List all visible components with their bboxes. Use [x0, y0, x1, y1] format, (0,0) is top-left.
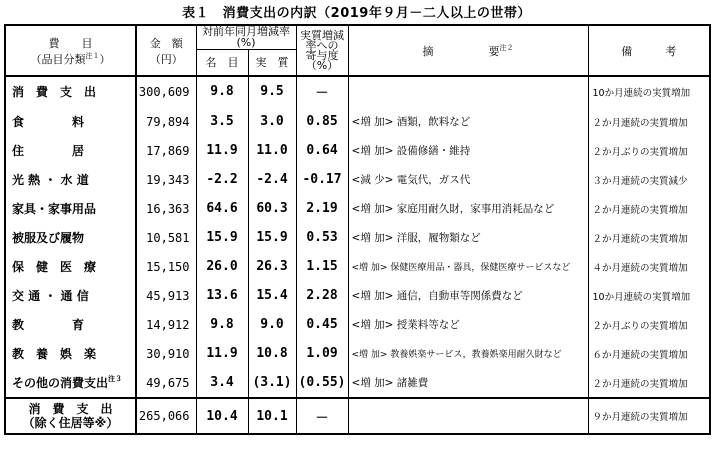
row-summary: <増 加> 設備修繕・維持 — [348, 136, 588, 165]
row-remark: ４か月連続の実質増加 — [588, 252, 710, 281]
table-row — [5, 281, 710, 310]
row-remark: ３か月連続の実質減少 — [588, 165, 710, 194]
row-name — [5, 223, 136, 252]
table-row — [5, 107, 710, 137]
row-remark: ２か月連続の実質増加 — [588, 368, 710, 398]
row-contribution: 2.19 — [296, 194, 348, 223]
table-body — [5, 76, 710, 398]
row-nominal: 11.9 — [196, 136, 248, 165]
row-name — [5, 281, 136, 310]
table-row-excl-housing — [5, 398, 710, 434]
row-name — [5, 76, 136, 107]
row-name-text: 被服及び履物 — [12, 231, 85, 245]
table-row — [5, 76, 710, 107]
header-summary-label: 摘 要 — [422, 44, 500, 58]
row-amount: 45,913 — [136, 281, 196, 310]
row-amount: 300,609 — [136, 76, 196, 107]
row-amount: 265,066 — [136, 398, 196, 434]
row-contribution: 1.09 — [296, 339, 348, 368]
row-contribution: 0.85 — [296, 107, 348, 137]
row-name — [5, 107, 136, 137]
row-amount: 14,912 — [136, 310, 196, 339]
row-nominal: 3.5 — [196, 107, 248, 137]
row-amount: 79,894 — [136, 107, 196, 137]
row-summary: <増 加> 洋服，履物類など — [348, 223, 588, 252]
row-nominal: 15.9 — [196, 223, 248, 252]
row-real: 15.4 — [248, 281, 296, 310]
row-remark: ２か月ぶりの実質増加 — [588, 136, 710, 165]
row-remark: ９か月連続の実質増加 — [588, 398, 710, 434]
row-remark: ２か月ぶりの実質増加 — [588, 310, 710, 339]
row-name-text: 交 通 ・ 通 信 — [12, 289, 89, 303]
header-amount-line2: （円） — [149, 52, 183, 66]
row-name — [5, 136, 136, 165]
table-row — [5, 194, 710, 223]
header-real: 実 質 — [248, 49, 296, 76]
row-real: 3.0 — [248, 107, 296, 137]
row-contribution: － — [296, 76, 348, 107]
row-remark: 10か月連続の実質増加 — [588, 76, 710, 107]
row-real: (3.1) — [248, 368, 296, 398]
row-amount: 15,150 — [136, 252, 196, 281]
row-summary: <増 加> 家庭用耐久財，家事用消耗品など — [348, 194, 588, 223]
header-amount-line1: 金 額 — [149, 36, 183, 50]
row-contribution: -0.17 — [296, 165, 348, 194]
row-remark: ６か月連続の実質増加 — [588, 339, 710, 368]
header-item — [5, 25, 136, 76]
row-real: -2.4 — [248, 165, 296, 194]
row-summary: <減 少> 電気代，ガス代 — [348, 165, 588, 194]
row-contribution: 1.15 — [296, 252, 348, 281]
row-name-text: 保 健 医 療 — [12, 260, 97, 274]
row-amount: 17,869 — [136, 136, 196, 165]
row-name-text: 教 養 娯 楽 — [12, 347, 97, 361]
row-nominal: 10.4 — [196, 398, 248, 434]
row-name — [5, 398, 136, 434]
row-real: 10.1 — [248, 398, 296, 434]
table-row — [5, 136, 710, 165]
row-summary: <増 加> 通信，自動車等関係費など — [348, 281, 588, 310]
row-summary: <増 加> 諸雑費 — [348, 368, 588, 398]
row-nominal: 64.6 — [196, 194, 248, 223]
row-name-text: 消 費 支 出 — [12, 85, 97, 99]
row-real: 15.9 — [248, 223, 296, 252]
row-name-text: 教 育 — [12, 318, 85, 332]
table-row — [5, 252, 710, 281]
row-nominal: -2.2 — [196, 165, 248, 194]
row-name-text: 家具・家事用品 — [12, 202, 97, 216]
row-real: 60.3 — [248, 194, 296, 223]
header-yoy: 対前年同月増減率(%) — [196, 25, 296, 49]
row-summary: <増 加> 酒類，飲料など — [348, 107, 588, 137]
header-contribution — [296, 25, 348, 76]
header-nominal: 名 目 — [196, 49, 248, 76]
row-name-text: 光 熱 ・ 水 道 — [12, 173, 89, 187]
row-nominal: 3.4 — [196, 368, 248, 398]
header-summary-note: 注２ — [499, 43, 514, 52]
table-row — [5, 339, 710, 368]
table-row — [5, 368, 710, 398]
row-real: 26.3 — [248, 252, 296, 281]
row-name-line1: 消 費 支 出 — [28, 402, 113, 416]
row-nominal: 26.0 — [196, 252, 248, 281]
header-contrib-line3: 寄与度 — [305, 48, 339, 62]
row-amount: 19,343 — [136, 165, 196, 194]
row-summary: <増 加> 授業料等など — [348, 310, 588, 339]
row-contribution: (0.55) — [296, 368, 348, 398]
table-row — [5, 223, 710, 252]
row-nominal: 13.6 — [196, 281, 248, 310]
row-remark: ２か月連続の実質増加 — [588, 107, 710, 137]
header-item-line2: （品目分類 — [30, 52, 86, 66]
row-real: 9.0 — [248, 310, 296, 339]
row-amount: 10,581 — [136, 223, 196, 252]
row-real: 10.8 — [248, 339, 296, 368]
table-title: 表１ 消費支出の内訳（2019年９月－二人以上の世帯） — [182, 6, 531, 21]
row-amount: 16,363 — [136, 194, 196, 223]
row-summary — [348, 76, 588, 107]
row-real: 9.5 — [248, 76, 296, 107]
row-amount: 49,675 — [136, 368, 196, 398]
row-amount: 30,910 — [136, 339, 196, 368]
row-name-text: 住 居 — [12, 144, 85, 158]
row-contribution: － — [296, 398, 348, 434]
row-name — [5, 165, 136, 194]
header-remarks: 備 考 — [588, 25, 710, 76]
row-contribution: 0.53 — [296, 223, 348, 252]
row-name — [5, 368, 136, 398]
row-real: 11.0 — [248, 136, 296, 165]
row-name — [5, 339, 136, 368]
row-name — [5, 194, 136, 223]
table-row — [5, 310, 710, 339]
row-nominal: 9.8 — [196, 310, 248, 339]
row-nominal: 11.9 — [196, 339, 248, 368]
row-name — [5, 252, 136, 281]
row-summary: <増 加> 教養娯楽サービス，教養娯楽用耐久財など — [348, 339, 588, 368]
row-remark: ２か月連続の実質増加 — [588, 194, 710, 223]
header-amount — [136, 25, 196, 76]
row-name-text: 食 料 — [12, 115, 85, 129]
expenditure-table — [4, 24, 711, 435]
row-name-text: その他の消費支出 — [12, 376, 109, 390]
row-summary — [348, 398, 588, 434]
row-name — [5, 310, 136, 339]
header-item-line2-end: ） — [99, 52, 111, 66]
header-item-note: 注１ — [85, 51, 100, 60]
table-row — [5, 165, 710, 194]
header-contrib-line1: 実質増減 — [300, 28, 345, 42]
row-nominal: 9.8 — [196, 76, 248, 107]
row-contribution: 0.64 — [296, 136, 348, 165]
row-remark: 10か月連続の実質増加 — [588, 281, 710, 310]
header-contrib-line4: （%） — [305, 58, 339, 72]
row-contribution: 0.45 — [296, 310, 348, 339]
header-summary — [348, 25, 588, 76]
row-name-line2: （除く住居等※） — [22, 416, 119, 430]
header-item-line1: 費 目 — [48, 36, 93, 50]
row-name-note: 注３ — [108, 375, 123, 383]
row-contribution: 2.28 — [296, 281, 348, 310]
row-summary: <増 加> 保健医療用品・器具，保健医療サービスなど — [348, 252, 588, 281]
row-remark: ２か月連続の実質増加 — [588, 223, 710, 252]
header-contrib-line2: 率への — [305, 38, 339, 52]
